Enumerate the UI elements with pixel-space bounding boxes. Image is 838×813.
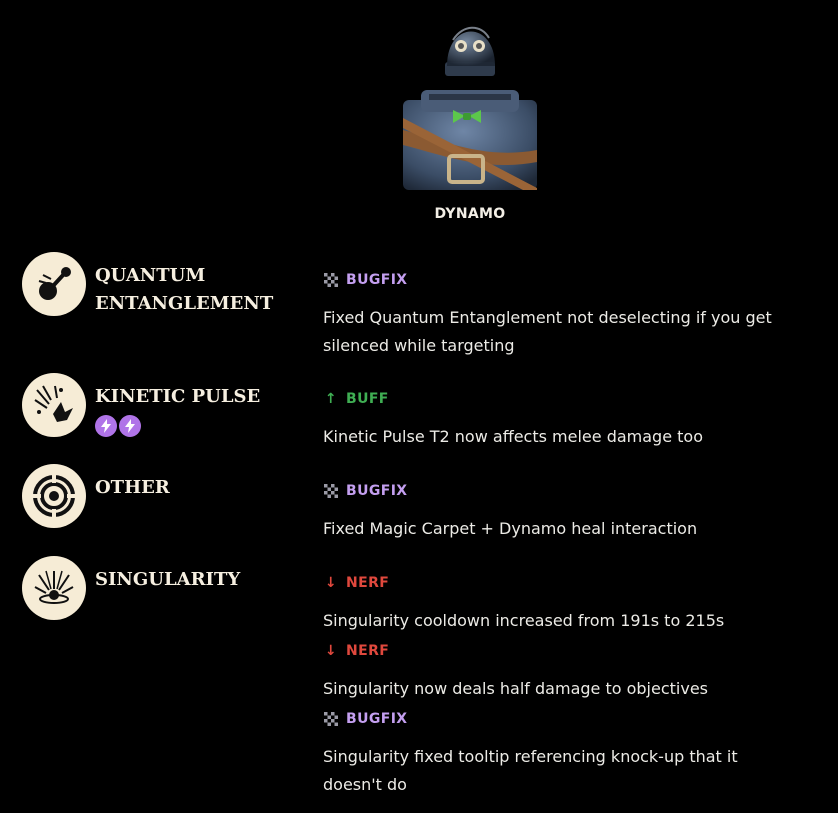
dynamo-portrait (403, 10, 537, 190)
arrow-up-icon: ↑ (324, 391, 338, 407)
kinetic-pulse-icon (22, 373, 86, 437)
change-description: Kinetic Pulse T2 now affects melee damage too (323, 427, 703, 446)
checker-icon (323, 712, 339, 726)
patch-note (323, 481, 793, 543)
quantum-entanglement-icon (22, 252, 86, 316)
hero-name: DYNAMO (434, 206, 506, 222)
change-tag (323, 573, 793, 593)
change-tag (323, 709, 793, 729)
patch-note (323, 270, 793, 360)
arrow-down-icon: ↓ (324, 575, 338, 591)
change-description: Singularity cooldown increased from 191s to 215s (323, 611, 725, 630)
patch-note (323, 709, 793, 799)
change-type-label: BUGFIX (346, 711, 408, 727)
change-tag (323, 481, 793, 501)
ability-name: QUANTUM ENTANGLEMENT (95, 265, 274, 314)
other-icon (22, 464, 86, 528)
change-description: Fixed Magic Carpet + Dynamo heal interaction (323, 519, 698, 538)
ability-name: SINGULARITY (95, 569, 241, 590)
change-type-label: NERF (346, 643, 390, 659)
checker-icon (323, 484, 339, 498)
change-type-label: NERF (346, 575, 390, 591)
patch-note (323, 389, 793, 451)
change-type-label: BUGFIX (346, 272, 408, 288)
hero-portrait (403, 10, 537, 190)
checker-icon (323, 273, 339, 287)
change-type-label: BUFF (346, 391, 389, 407)
change-tag (323, 641, 793, 661)
change-description: Fixed Quantum Entanglement not deselecting if you get silenced while targeting (323, 308, 772, 355)
upgrade-tiers (95, 415, 141, 437)
patch-note (323, 573, 793, 635)
change-tag (323, 389, 793, 409)
tier-1-bolt-icon (95, 415, 117, 437)
arrow-down-icon: ↓ (324, 643, 338, 659)
singularity-icon (22, 556, 86, 620)
patch-note (323, 641, 793, 703)
change-type-label: BUGFIX (346, 483, 408, 499)
change-tag (323, 270, 793, 290)
change-description: Singularity fixed tooltip referencing knock-up that it doesn't do (323, 747, 738, 794)
tier-2-bolt-icon (119, 415, 141, 437)
ability-name: OTHER (95, 477, 170, 498)
change-description: Singularity now deals half damage to objectives (323, 679, 709, 698)
ability-name: KINETIC PULSE (95, 386, 261, 407)
